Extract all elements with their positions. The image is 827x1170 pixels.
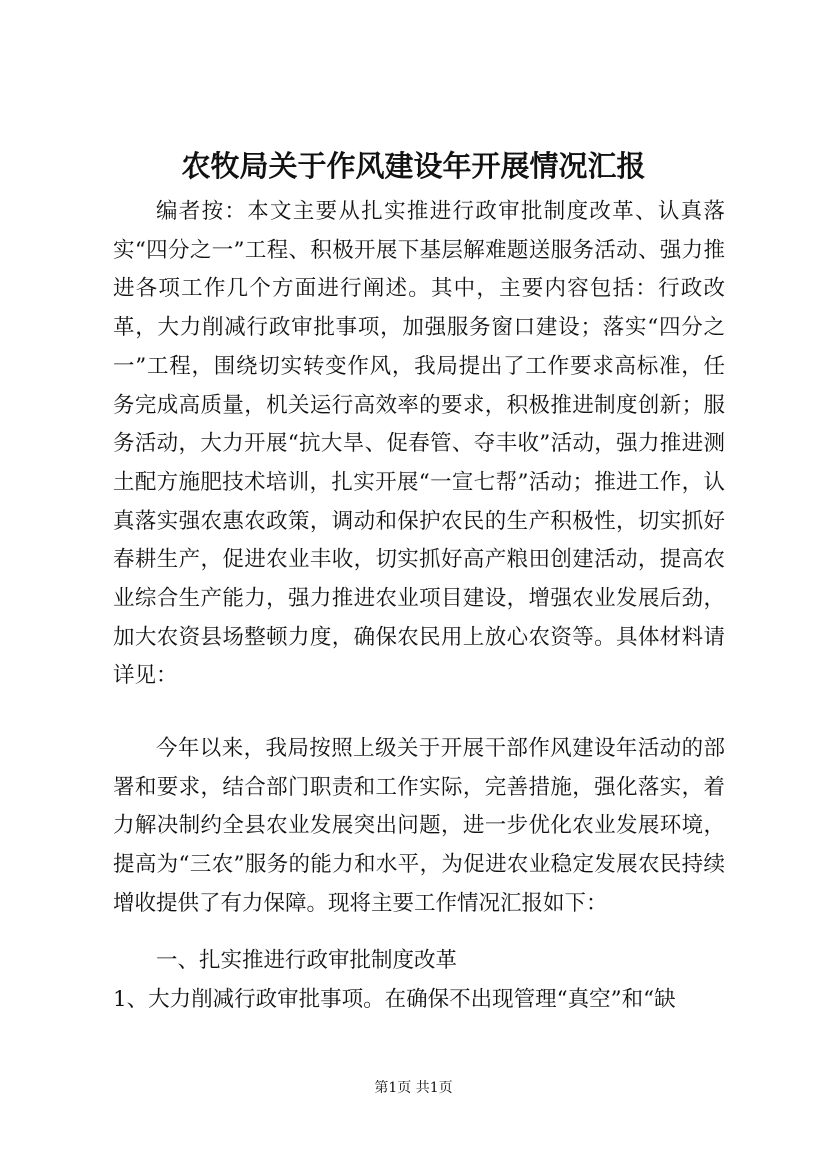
section-heading: 一、扎实推进行政审批制度改革: [156, 948, 458, 973]
intro-paragraph: 今年以来，我局按照上级关于开展干部作风建设年活动的部署和要求，结合部门职责和工作实际，完善措施，强化落实，着力解决制约全县农业发展突出问题，进一步优化农业发展环境，提高为“三农”服务的能力和水平，为促进农业稳定发展农民持续增收提供了有力保障。现将主要工作情况汇报如下：: [113, 736, 725, 916]
document-title: 农牧局关于作风建设年开展情况汇报: [181, 149, 646, 183]
section-item-paragraph: 1、大力削减行政审批事项。在确保不出现管理“真空”和“缺: [113, 987, 676, 1012]
page-number-footer: 第1页 共1页: [374, 1080, 453, 1096]
editor-note-paragraph: 编者按：本文主要从扎实推进行政审批制度改革、认真落实“四分之一”工程、积极开展下基层解难题送服务活动、强力推进各项工作几个方面进行阐述。其中，主要内容包括：行政改革，大力削减行政审批事项，加强服务窗口建设；落实“四分之一”工程，围绕切实转变作风，我局提出了工作要求高标准，任务完成高质量，机关运行高效率的要求，积极推进制度创新；服务活动，大力开展“抗大旱、促春管、夺丰收”活动，强力推进测土配方施肥技术培训，扎实开展“一宣七帮”活动；推进工作，认真落实强农惠农政策，调动和保护农民的生产积极性，切实抓好春耕生产，促进农业丰收，切实抓好高产粮田创建活动，提高农业综合生产能力，强力推进农业项目建设，增强农业发展后劲，加大农资县场整顿力度，确保农民用上放心农资等。具体材料请详见：: [113, 199, 725, 689]
